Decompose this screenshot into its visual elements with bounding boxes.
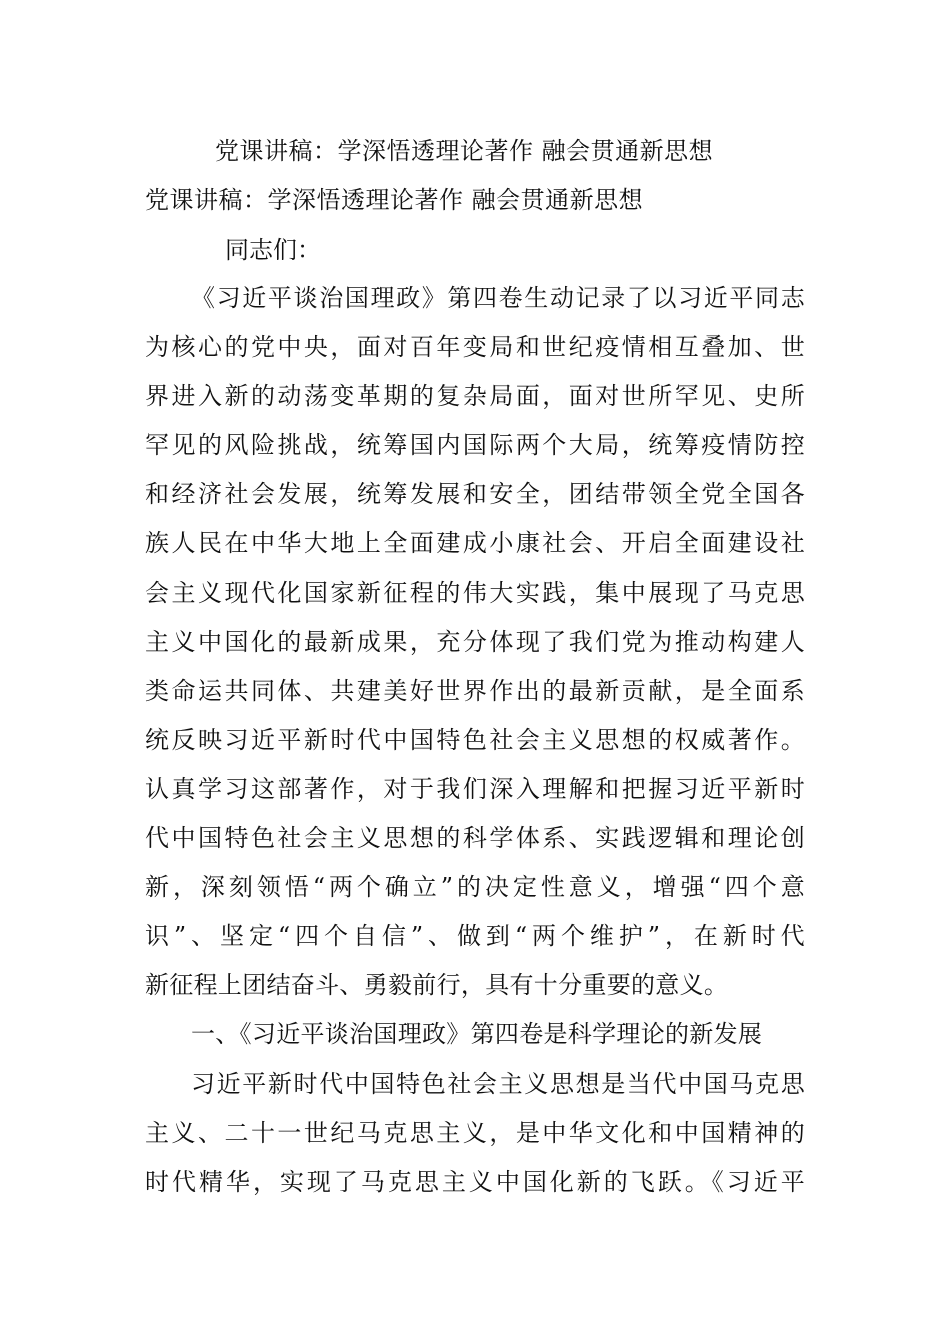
body-line: 新征程上团结奋斗、勇毅前行，具有十分重要的意义。 xyxy=(145,971,729,1000)
body-line: 新，深刻领悟“两个确立”的决定性意义，增强“四个意 xyxy=(145,873,805,902)
body-line: 主义、二十一世纪马克思主义，是中华文化和中国精神的 xyxy=(145,1118,805,1147)
body-line: 类命运共同体、共建美好世界作出的最新贡献，是全面系 xyxy=(145,676,805,705)
body-line: 《习近平谈治国理政》第四卷生动记录了以习近平同志 xyxy=(191,284,805,312)
body-line: 罕见的风险挑战，统筹国内国际两个大局，统筹疫情防控 xyxy=(145,431,805,460)
document-title-left: 党课讲稿：学深悟透理论著作 融会贯通新思想 xyxy=(145,186,644,214)
body-line: 会主义现代化国家新征程的伟大实践，集中展现了马克思 xyxy=(145,578,805,607)
body-line: 代中国特色社会主义思想的科学体系、实践逻辑和理论创 xyxy=(145,824,805,853)
section-heading: 一、《习近平谈治国理政》第四卷是科学理论的新发展 xyxy=(191,1020,763,1049)
body-line: 族人民在中华大地上全面建成小康社会、开启全面建设社 xyxy=(145,529,805,558)
body-line: 和经济社会发展，统筹发展和安全，团结带领全党全国各 xyxy=(145,480,805,509)
body-line: 主义中国化的最新成果，充分体现了我们党为推动构建人 xyxy=(145,627,805,656)
body-line: 统反映习近平新时代中国特色社会主义思想的权威著作。 xyxy=(145,725,805,754)
salutation: 同志们： xyxy=(225,236,321,264)
document-title-centered: 党课讲稿：学深悟透理论著作 融会贯通新思想 xyxy=(215,137,714,165)
body-line: 界进入新的动荡变革期的复杂局面，面对世所罕见、史所 xyxy=(145,382,805,411)
body-line: 识”、坚定“四个自信”、做到“两个维护”，在新时代 xyxy=(145,922,805,951)
body-text xyxy=(145,280,805,1213)
body-line: 时代精华，实现了马克思主义中国化新的飞跃。《习近平 xyxy=(145,1167,805,1196)
body-line: 为核心的党中央，面对百年变局和世纪疫情相互叠加、世 xyxy=(145,333,805,362)
body-line: 习近平新时代中国特色社会主义思想是当代中国马克思 xyxy=(191,1069,805,1098)
body-line: 认真学习这部著作，对于我们深入理解和把握习近平新时 xyxy=(145,774,805,803)
